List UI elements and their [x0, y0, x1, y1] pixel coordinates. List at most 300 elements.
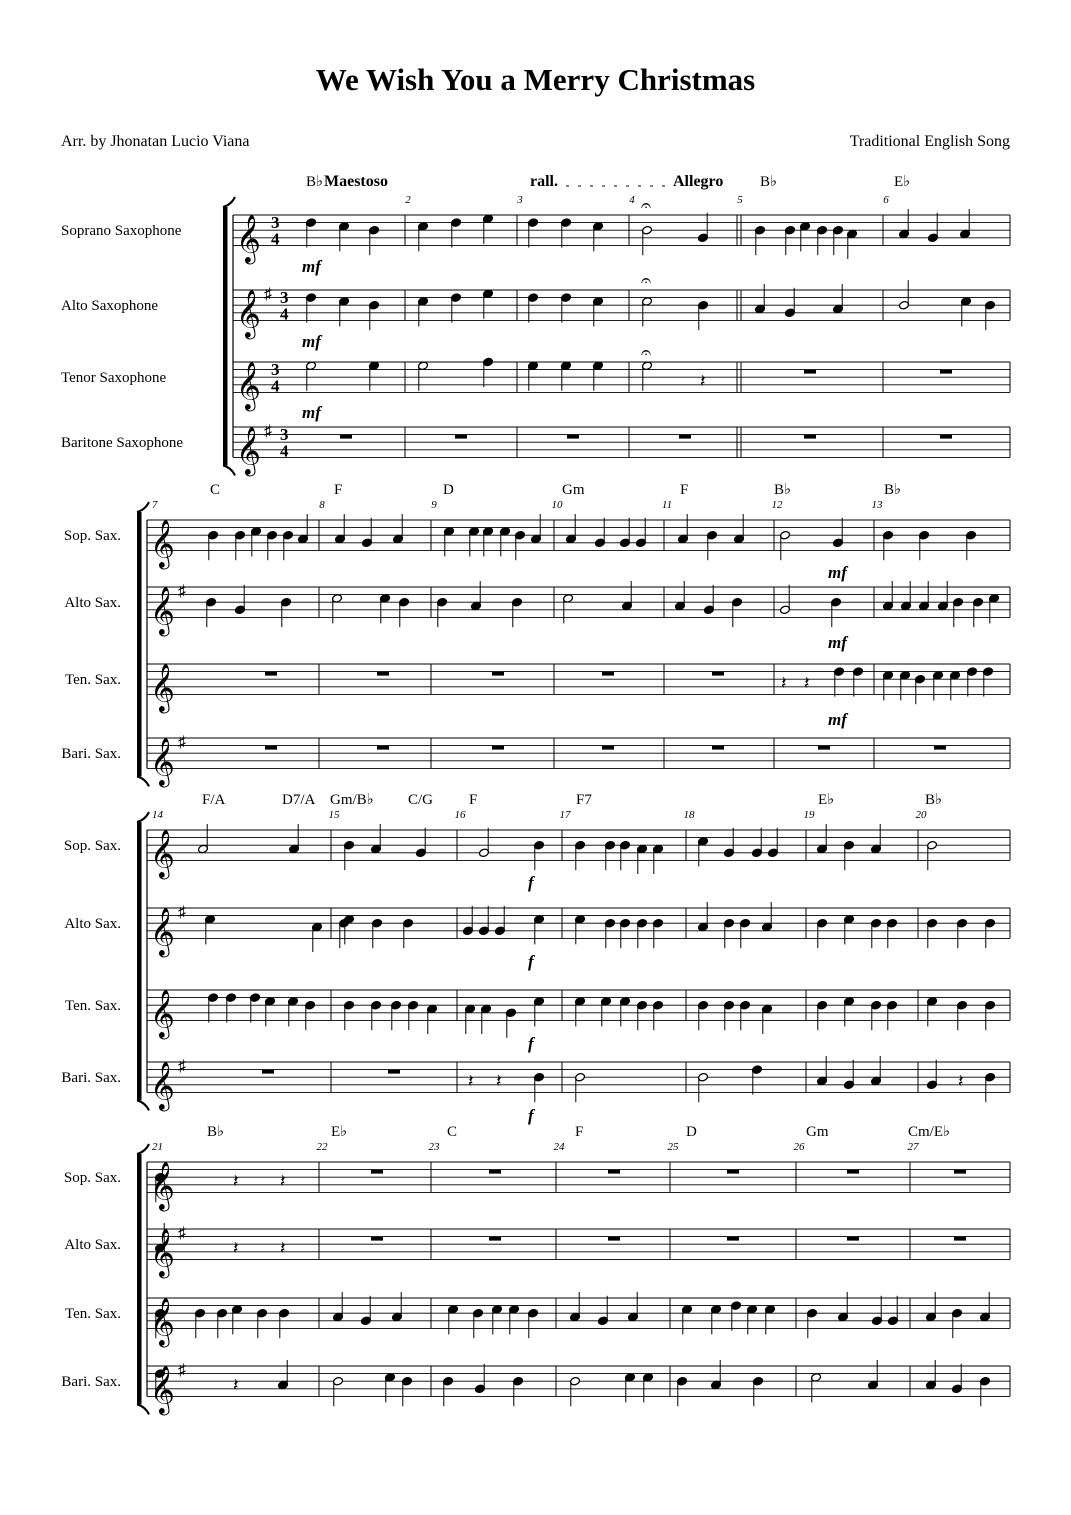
whole-rest	[954, 1170, 966, 1174]
measure-number: 16	[454, 809, 466, 821]
quarter-rest: 𝄽	[781, 672, 787, 693]
chord-symbol: Cm/E♭	[908, 1124, 951, 1140]
instrument-name-short: Alto Sax.	[64, 595, 121, 612]
treble-clef-icon: 𝄞	[150, 1367, 175, 1414]
note	[847, 229, 858, 259]
key-signature-sharp: ♯	[178, 1361, 186, 1379]
note	[561, 361, 572, 391]
note	[957, 918, 968, 948]
note	[506, 1008, 517, 1038]
note	[698, 902, 709, 932]
note	[831, 597, 842, 627]
note	[817, 1056, 828, 1086]
note	[443, 1376, 454, 1406]
staff-1	[147, 1162, 1010, 1192]
key-signature-sharp: ♯	[178, 733, 186, 751]
note	[838, 1292, 849, 1322]
note	[208, 993, 219, 1023]
whole-rest	[340, 435, 352, 439]
quarter-rest: 𝄽	[233, 1237, 239, 1258]
note	[933, 671, 944, 701]
note	[371, 824, 382, 854]
note	[605, 840, 616, 870]
note	[534, 840, 545, 870]
measure-number: 10	[551, 499, 563, 511]
note	[732, 597, 743, 627]
note	[332, 594, 343, 624]
note	[800, 222, 811, 252]
quarter-rest: 𝄽	[700, 370, 706, 391]
treble-clef-icon: 𝄞	[236, 428, 261, 475]
note	[724, 828, 735, 858]
note	[217, 1308, 228, 1338]
key-signature-sharp: ♯	[178, 582, 186, 600]
whole-rest	[954, 1237, 966, 1241]
instrument-name-short: Ten. Sax.	[64, 672, 121, 689]
note	[385, 1373, 396, 1403]
measure-number: 3	[517, 194, 523, 206]
note	[973, 597, 984, 627]
note	[707, 530, 718, 560]
note	[740, 1000, 751, 1030]
whole-rest	[371, 1170, 383, 1174]
whole-rest	[727, 1237, 739, 1241]
note	[698, 300, 709, 330]
note	[961, 297, 972, 327]
note	[883, 581, 894, 611]
note	[393, 514, 404, 544]
note	[575, 915, 586, 945]
note	[208, 530, 219, 560]
measure-number: 11	[661, 499, 673, 511]
note	[528, 218, 539, 248]
whole-rest	[804, 370, 816, 374]
note	[391, 1000, 402, 1030]
note	[675, 581, 686, 611]
note	[752, 828, 763, 858]
measure-number: 4	[629, 194, 635, 206]
note	[344, 915, 355, 945]
note	[899, 280, 910, 310]
note	[957, 1000, 968, 1030]
whole-rest	[388, 1070, 400, 1074]
note	[642, 361, 653, 391]
chord-symbol: F7	[576, 792, 592, 808]
note	[724, 918, 735, 948]
note	[833, 225, 844, 255]
whole-rest	[847, 1170, 859, 1174]
fermata-icon: 𝄐	[641, 342, 652, 362]
note	[469, 527, 480, 557]
note	[844, 840, 855, 870]
note	[762, 1004, 773, 1034]
chord-symbol: F	[334, 482, 343, 498]
note	[481, 1004, 492, 1034]
note	[755, 225, 766, 255]
dynamic-f: f	[528, 1106, 534, 1125]
note	[534, 915, 545, 945]
instrument-name-short: Bari. Sax.	[61, 1070, 121, 1087]
note	[403, 918, 414, 948]
note	[235, 585, 246, 615]
note	[833, 284, 844, 314]
note	[960, 209, 971, 239]
treble-clef-icon: 𝄞	[150, 521, 175, 568]
note	[928, 213, 939, 243]
chord-symbol: C	[447, 1124, 458, 1140]
fermata-icon: 𝄐	[641, 270, 652, 290]
quarter-rest: 𝄽	[468, 1070, 474, 1091]
treble-clef-icon: 𝄞	[150, 1230, 175, 1277]
whole-rest	[712, 672, 724, 676]
note	[938, 581, 949, 611]
note	[952, 1364, 963, 1394]
measure-number: 13	[871, 499, 883, 511]
note	[817, 1000, 828, 1030]
note	[780, 530, 791, 560]
note	[483, 357, 494, 387]
note	[704, 585, 715, 615]
note	[601, 997, 612, 1027]
note	[289, 824, 300, 854]
note	[344, 840, 355, 870]
note	[451, 293, 462, 323]
note	[985, 300, 996, 330]
score-title: We Wish You a Merry Christmas	[315, 62, 756, 97]
note	[437, 597, 448, 627]
treble-clef-icon: 𝄞	[150, 665, 175, 712]
treble-clef-icon: 𝄞	[236, 216, 261, 263]
chord-symbol: E♭	[331, 1124, 348, 1140]
chord-symbol: D	[443, 482, 454, 498]
quarter-rest: 𝄽	[233, 1170, 239, 1191]
note	[637, 918, 648, 948]
treble-clef-icon: 𝄞	[150, 831, 175, 878]
note	[283, 530, 294, 560]
note	[625, 1373, 636, 1403]
treble-clef-icon: 𝄞	[150, 991, 175, 1038]
staff-2	[147, 1229, 1010, 1259]
staff-layer	[137, 197, 1010, 1414]
treble-clef-icon: 𝄞	[150, 1299, 175, 1346]
note	[983, 667, 994, 697]
whole-rest	[371, 1237, 383, 1241]
arranger-credit: Arr. by Jhonatan Lucio Viana	[61, 133, 250, 150]
instrument-name-short: Bari. Sax.	[61, 746, 121, 763]
measure-number: 6	[883, 194, 889, 206]
time-signature-top: 3	[280, 425, 289, 445]
instrument-name: Tenor Saxophone	[61, 370, 167, 387]
note	[872, 1296, 883, 1326]
tempo-rall: rall.	[530, 173, 558, 190]
chord-symbol: D7/A	[282, 792, 316, 808]
chord-symbol: B♭	[925, 792, 943, 808]
note	[653, 844, 664, 874]
fermata-icon: 𝄐	[641, 195, 652, 215]
note	[479, 906, 490, 936]
note	[927, 840, 938, 870]
note	[698, 1072, 709, 1102]
note	[768, 828, 779, 858]
note	[418, 297, 429, 327]
staff-2	[233, 290, 1010, 320]
note	[785, 225, 796, 255]
note	[408, 1000, 419, 1030]
system-4	[137, 1144, 1010, 1414]
chord-symbol: Gm	[562, 482, 585, 498]
key-signature-sharp: ♯	[264, 285, 272, 303]
measure-number: 27	[907, 1141, 919, 1153]
chord-symbol: F/A	[202, 792, 226, 808]
whole-rest	[608, 1170, 620, 1174]
note	[927, 918, 938, 948]
treble-clef-icon: 𝄞	[236, 363, 261, 410]
note	[195, 1308, 206, 1338]
note	[513, 1376, 524, 1406]
note	[206, 597, 217, 627]
quarter-rest: 𝄽	[233, 1374, 239, 1395]
chord-symbol: B♭	[306, 174, 324, 190]
note	[747, 1305, 758, 1335]
dynamic-mf: mf	[302, 403, 321, 422]
note	[755, 284, 766, 314]
note	[677, 1376, 688, 1406]
note	[534, 997, 545, 1027]
note	[985, 1000, 996, 1030]
instrument-name-short: Sop. Sax.	[63, 528, 121, 545]
note	[901, 581, 912, 611]
note	[844, 997, 855, 1027]
note	[570, 1376, 581, 1406]
note	[698, 213, 709, 243]
whole-rest	[940, 370, 952, 374]
system-3	[137, 812, 1010, 1110]
note	[235, 530, 246, 560]
note	[919, 581, 930, 611]
dynamic-mf: mf	[828, 710, 847, 729]
note	[226, 993, 237, 1023]
note	[811, 1373, 822, 1403]
bracket-hook-top	[137, 1144, 149, 1154]
note	[637, 1000, 648, 1030]
note	[844, 1060, 855, 1090]
note	[306, 293, 317, 323]
note	[427, 1004, 438, 1034]
time-signature-top: 3	[280, 288, 289, 308]
instrument-name-short: Ten. Sax.	[64, 1306, 121, 1323]
key-signature-sharp: ♯	[264, 422, 272, 440]
note	[762, 902, 773, 932]
measure-number: 9	[431, 499, 437, 511]
measure-number: 8	[319, 499, 325, 511]
note	[871, 1056, 882, 1086]
note	[570, 1292, 581, 1322]
measure-number: 22	[316, 1141, 328, 1153]
note	[205, 915, 216, 945]
note	[734, 514, 745, 544]
note	[463, 906, 474, 936]
note	[380, 594, 391, 624]
system-bracket	[223, 207, 228, 465]
chord-symbol: E♭	[894, 174, 911, 190]
instrument-name-short: Sop. Sax.	[63, 838, 121, 855]
note	[515, 530, 526, 560]
note	[752, 1065, 763, 1095]
note	[333, 1292, 344, 1322]
note	[281, 597, 292, 627]
note	[620, 997, 631, 1027]
time-signature-top: 3	[271, 213, 280, 233]
note	[492, 1305, 503, 1335]
note	[698, 837, 709, 867]
note	[966, 530, 977, 560]
measure-number: 17	[559, 809, 571, 821]
note	[899, 209, 910, 239]
staff-1	[233, 215, 1010, 245]
dynamic-f: f	[528, 1034, 534, 1053]
measure-number: 14	[152, 809, 163, 821]
instrument-name-short: Ten. Sax.	[64, 998, 121, 1015]
chord-symbol: Gm	[806, 1124, 829, 1140]
note	[620, 518, 631, 548]
note	[483, 289, 494, 319]
whole-rest	[377, 746, 389, 750]
measure-number: 24	[553, 1141, 565, 1153]
treble-clef-icon: 𝄞	[150, 588, 175, 635]
note	[575, 840, 586, 870]
instrument-name: Soprano Saxophone	[61, 223, 182, 240]
note	[444, 527, 455, 557]
note	[637, 844, 648, 874]
note	[980, 1376, 991, 1406]
note	[887, 918, 898, 948]
note	[853, 667, 864, 697]
note	[765, 1305, 776, 1335]
note	[448, 1305, 459, 1335]
note	[927, 1060, 938, 1090]
note	[418, 361, 429, 391]
note	[528, 293, 539, 323]
whole-rest	[492, 746, 504, 750]
note	[369, 300, 380, 330]
note	[306, 361, 317, 391]
measure-number: 21	[152, 1141, 163, 1153]
note	[361, 1296, 372, 1326]
bracket-hook-bottom	[137, 1404, 149, 1414]
time-signature-bottom: 4	[280, 441, 289, 461]
chord-symbol: D	[686, 1124, 697, 1140]
note	[257, 1308, 268, 1338]
key-signature-sharp: ♯	[178, 1224, 186, 1242]
staff-3	[147, 1298, 1010, 1328]
chord-symbol: B♭	[774, 482, 792, 498]
note	[868, 1360, 879, 1390]
note	[844, 915, 855, 945]
note	[952, 1308, 963, 1338]
whole-rest	[567, 435, 579, 439]
note	[807, 1308, 818, 1338]
instrument-name-short: Alto Sax.	[64, 916, 121, 933]
key-signature-sharp: ♯	[178, 1057, 186, 1075]
note	[512, 597, 523, 627]
treble-clef-icon: 𝄞	[150, 739, 175, 786]
note	[888, 1296, 899, 1326]
note	[817, 824, 828, 854]
whole-rest	[818, 746, 830, 750]
note	[251, 527, 262, 557]
system-1	[223, 197, 1010, 475]
note	[500, 527, 511, 557]
instrument-name-short: Alto Sax.	[64, 1237, 121, 1254]
note	[399, 597, 410, 627]
whole-rest	[934, 746, 946, 750]
key-signature-sharp: ♯	[178, 903, 186, 921]
whole-rest	[727, 1170, 739, 1174]
composer-credit: Traditional English Song	[849, 133, 1010, 150]
note	[339, 222, 350, 252]
note	[339, 297, 350, 327]
note	[753, 1376, 764, 1406]
note	[605, 918, 616, 948]
note	[643, 1373, 654, 1403]
staff-2	[147, 587, 1010, 617]
note	[232, 1305, 243, 1335]
time-signature-bottom: 4	[271, 376, 280, 396]
note	[531, 514, 542, 544]
note	[871, 1000, 882, 1030]
staff-3	[233, 362, 1010, 392]
note	[740, 918, 751, 948]
note	[465, 1004, 476, 1034]
dynamic-mf: mf	[302, 257, 321, 276]
chord-symbol: F	[680, 482, 689, 498]
note	[989, 594, 1000, 624]
note	[479, 828, 490, 858]
note	[362, 518, 373, 548]
note	[817, 225, 828, 255]
measure-number: 23	[428, 1141, 440, 1153]
quarter-rest: 𝄽	[496, 1070, 502, 1091]
note	[418, 222, 429, 252]
measure-number: 7	[152, 499, 158, 511]
note	[475, 1364, 486, 1394]
measure-number: 26	[793, 1141, 805, 1153]
tempo-maestoso: Maestoso	[324, 173, 388, 190]
note	[642, 225, 653, 255]
whole-rest	[712, 746, 724, 750]
time-signature-bottom: 4	[280, 304, 289, 324]
note	[950, 671, 961, 701]
dynamic-mf: mf	[302, 332, 321, 351]
whole-rest	[489, 1170, 501, 1174]
tempo-allegro: Allegro	[673, 173, 724, 190]
instrument-name: Alto Saxophone	[61, 298, 159, 315]
note	[593, 222, 604, 252]
note	[833, 518, 844, 548]
note	[305, 1000, 316, 1030]
note	[371, 1000, 382, 1030]
bracket-hook-bottom	[137, 776, 149, 786]
note	[566, 514, 577, 544]
note	[369, 225, 380, 255]
note	[471, 581, 482, 611]
note	[278, 1360, 289, 1390]
note	[883, 530, 894, 560]
note	[402, 1376, 413, 1406]
note	[335, 514, 346, 544]
note	[915, 674, 926, 704]
whole-rest	[265, 746, 277, 750]
